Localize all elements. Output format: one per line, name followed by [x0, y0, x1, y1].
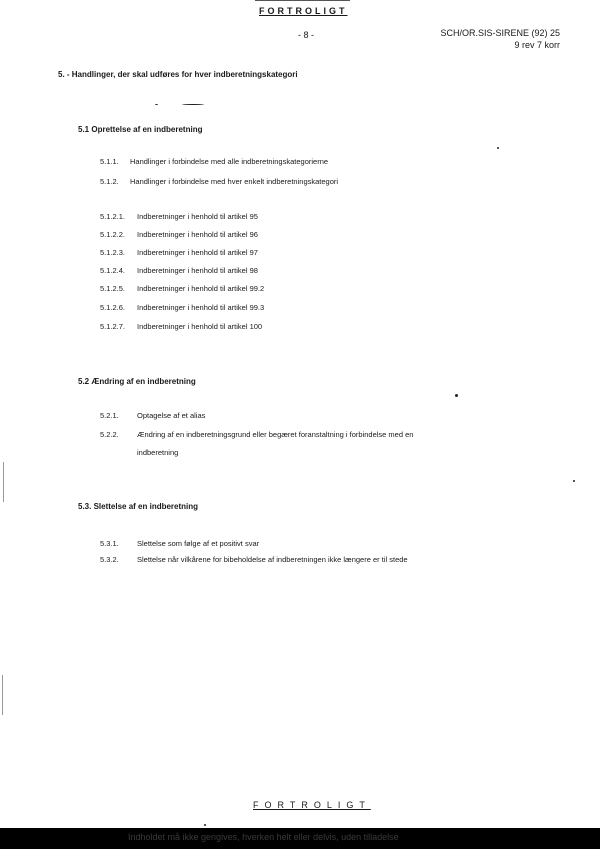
list-item — [100, 212, 258, 221]
item-number: 5.3.2. — [100, 555, 119, 564]
footer-classification: FORTROLIGT — [253, 800, 371, 810]
item-number: 5.3.1. — [100, 539, 119, 548]
item-text: Slettelse som følge af et positivt svar — [137, 539, 260, 548]
scan-speck — [182, 104, 204, 105]
list-item — [100, 157, 328, 166]
list-item — [100, 303, 264, 312]
item-number: 5.1.2.3. — [100, 248, 126, 257]
item-text: Slettelse når vilkårene for bibeholdelse af indberetningen ikke længere er til stede — [137, 555, 408, 564]
page-number: - 8 - — [298, 30, 315, 40]
doc-ref-line-2: 9 rev 7 korr — [514, 40, 560, 50]
item-number: 5.1.2.1. — [100, 212, 126, 221]
list-item — [100, 322, 262, 331]
scan-speck — [204, 824, 206, 826]
list-item — [100, 555, 408, 564]
item-text: Optagelse af et alias — [137, 411, 206, 420]
item-text: Indberetninger i henhold til artikel 97 — [137, 248, 258, 257]
scan-edge-mark — [3, 462, 4, 502]
item-number: 5.2.2. — [100, 430, 119, 439]
list-item — [100, 284, 264, 293]
header-classification: FORTROLIGT — [259, 6, 348, 16]
document-reference — [424, 27, 560, 51]
item-number: 5.1.2.6. — [100, 303, 126, 312]
list-item — [100, 248, 258, 257]
item-text: Indberetninger i henhold til artikel 99.3 — [137, 303, 265, 312]
scan-speck — [455, 394, 458, 397]
section-5-3-title: 5.3. Slettelse af en indberetning — [78, 502, 199, 511]
item-text: Indberetninger i henhold til artikel 99.2 — [137, 284, 265, 293]
item-number: 5.1.2. — [100, 177, 119, 186]
scan-speck — [573, 480, 575, 482]
list-item — [100, 230, 258, 239]
item-number: 5.1.2.4. — [100, 266, 126, 275]
scan-speck — [155, 104, 158, 105]
item-continuation: indberetning — [137, 448, 179, 457]
item-number: 5.2.1. — [100, 411, 119, 420]
item-number: 5.1.2.7. — [100, 322, 126, 331]
item-text: Handlinger i forbindelse med alle indberetningskategorierne — [130, 157, 329, 166]
section-5-1-title: 5.1 Oprettelse af en indberetning — [78, 125, 203, 134]
item-text: Ændring af en indberetningsgrund eller begæret foranstaltning i forbindelse med en — [137, 430, 414, 439]
list-item — [100, 539, 259, 548]
scan-speck — [497, 147, 499, 149]
item-text: Indberetninger i henhold til artikel 100 — [137, 322, 263, 331]
doc-ref-line-1: SCH/OR.SIS-SIRENE (92) 25 — [440, 28, 560, 38]
list-item — [100, 411, 205, 420]
item-number: 5.1.2.2. — [100, 230, 126, 239]
item-text: Indberetninger i henhold til artikel 98 — [137, 266, 258, 275]
item-text: Handlinger i forbindelse med hver enkelt indberetningskategori — [130, 177, 339, 186]
section-5-title: 5. - Handlinger, der skal udføres for hver indberetningskategori — [58, 70, 298, 79]
list-item — [100, 177, 338, 186]
top-rule — [255, 0, 350, 1]
list-item — [100, 266, 258, 275]
item-text: Indberetninger i henhold til artikel 95 — [137, 212, 258, 221]
list-item — [100, 430, 413, 439]
bottom-band-text: Indholdet må ikke gengives, hverken helt eller delvis, uden tilladelse — [128, 832, 399, 842]
item-text: Indberetninger i henhold til artikel 96 — [137, 230, 258, 239]
item-number: 5.1.1. — [100, 157, 119, 166]
section-5-2-title: 5.2 Ændring af en indberetning — [78, 377, 196, 386]
scan-edge-mark — [2, 675, 3, 715]
item-number: 5.1.2.5. — [100, 284, 126, 293]
